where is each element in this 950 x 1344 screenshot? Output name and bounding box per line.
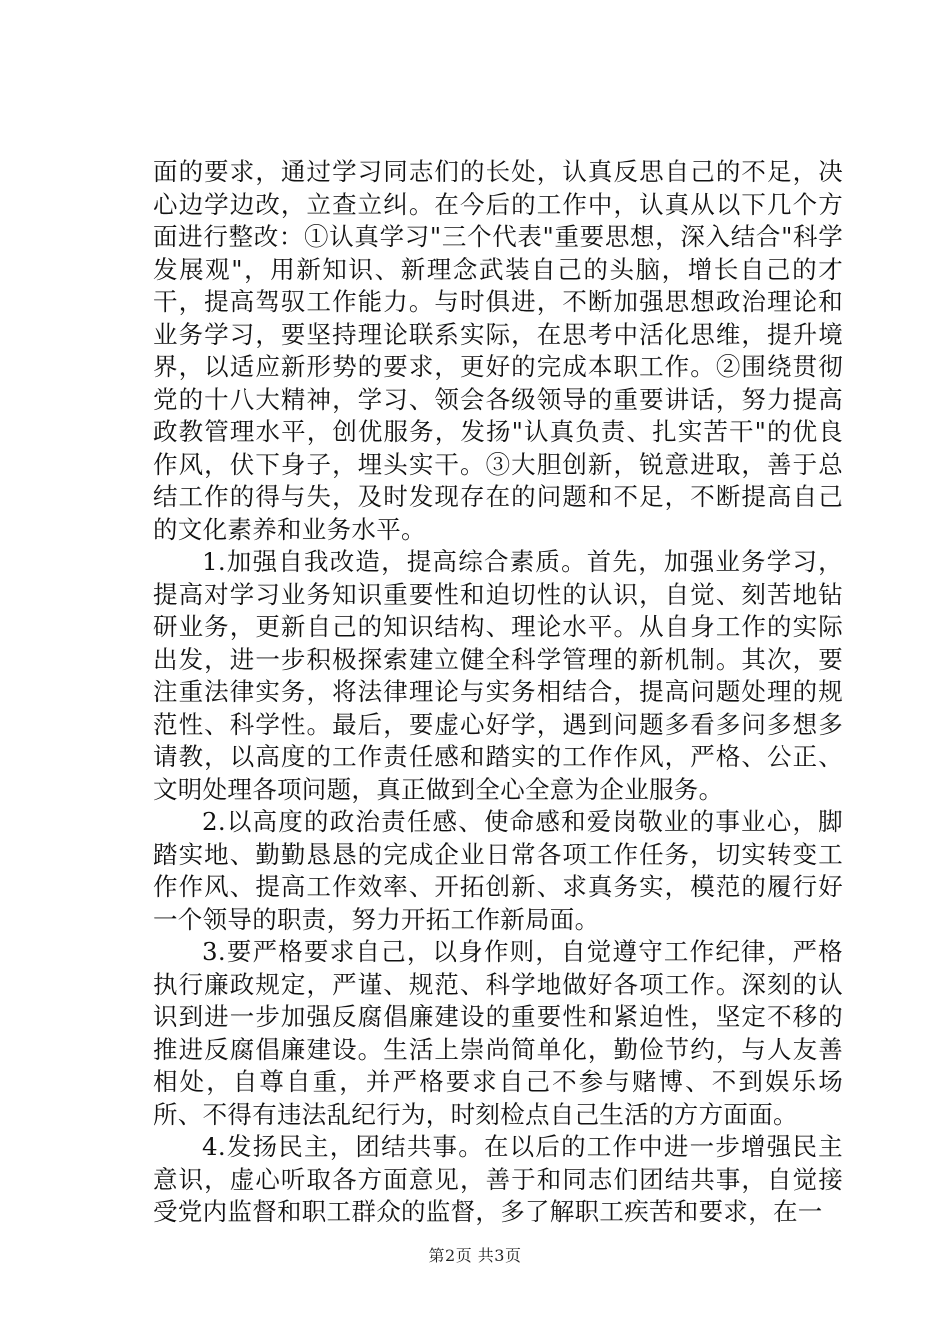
document-body: [153, 156, 843, 1229]
paragraph-continuation: 面的要求，通过学习同志们的长处，认真反思自己的不足，决心边学边改，立查立纠。在今后的工作中，认真从以下几个方面进行整改：①认真学习"三个代表"重要思想，深入结合"科学发展观"，用新知识、新理念武装自己的头脑，增长自己的才干，提高驾驭工作能力。与时俱进，不断加强思想政治理论和业务学习，要坚持理论联系实际，在思考中活化思维，提升境界，以适应新形势的要求，更好的完成本职工作。②围绕贯彻党的十八大精神，学习、领会各级领导的重要讲话，努力提高政教管理水平，创优服务，发扬"认真负责、扎实苦干"的优良作风，伏下身子，埋头实干。③大胆创新，锐意进取，善于总结工作的得与失，及时发现存在的问题和不足，不断提高自己的文化素养和业务水平。: [153, 157, 843, 544]
paragraph-item-3: 3.要严格要求自己，以身作则，自觉遵守工作纪律，严格执行廉政规定，严谨、规范、科学地做好各项工作。深刻的认识到进一步加强反腐倡廉建设的重要性和紧迫性，坚定不移的推进反腐倡廉建设。生活上崇尚简单化，勤俭节约，与人友善相处，自尊自重，并严格要求自己不参与赌博、不到娱乐场所、不得有违法乱纪行为，时刻检点自己生活的方方面面。: [153, 937, 843, 1129]
page-number-footer: 第2页 共3页: [428, 1246, 522, 1265]
paragraph-item-4: 4.发扬民主，团结共事。在以后的工作中进一步增强民主意识，虚心听取各方面意见，善于和同志们团结共事，自觉接受党内监督和职工群众的监督，多了解职工疾苦和要求，在一: [153, 1132, 843, 1226]
paragraph-item-2: 2.以高度的政治责任感、使命感和爱岗敬业的事业心，脚踏实地、勤勤恳恳的完成企业日常各项工作任务，切实转变工作作风、提高工作效率、开拓创新、求真务实，模范的履行好一个领导的职责，努力开拓工作新局面。: [153, 807, 843, 934]
paragraph-item-1: 1.加强自我改造，提高综合素质。首先，加强业务学习，提高对学习业务知识重要性和迫切性的认识，自觉、刻苦地钻研业务，更新自己的知识结构、理论水平。从自身工作的实际出发，进一步积极探索建立健全科学管理的新机制。其次，要注重法律实务，将法律理论与实务相结合，提高问题处理的规范性、科学性。最后，要虚心好学，遇到问题多看多问多想多请教，以高度的工作责任感和踏实的工作作风，严格、公正、文明处理各项问题，真正做到全心全意为企业服务。: [153, 547, 843, 804]
